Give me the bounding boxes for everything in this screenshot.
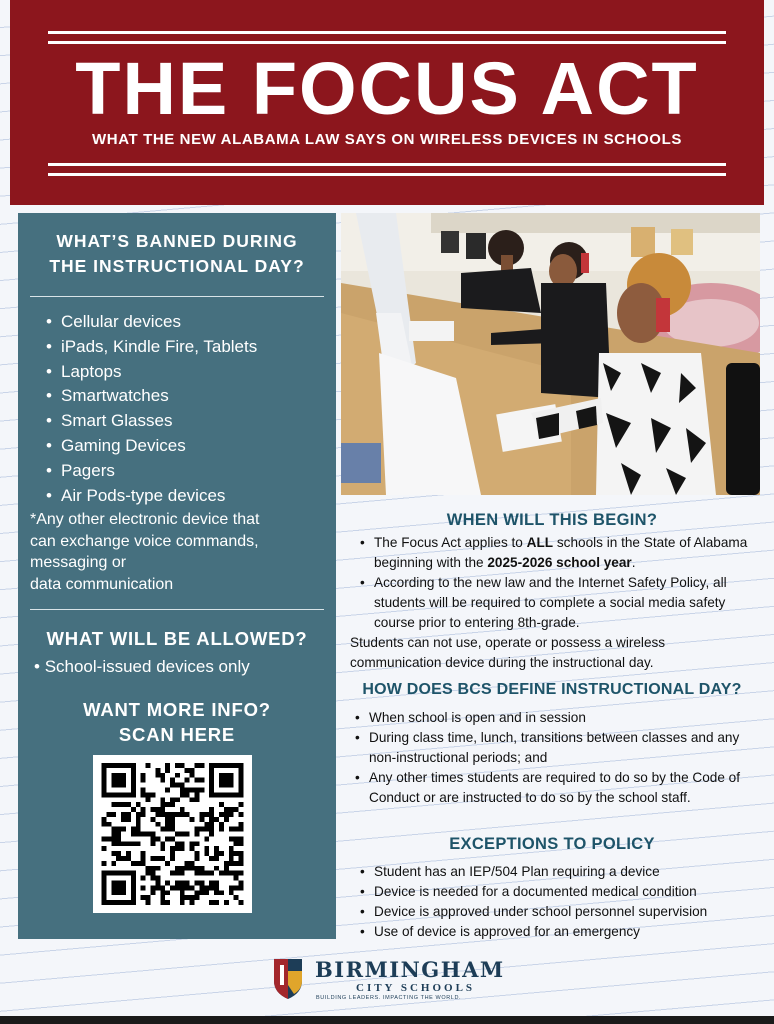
- other-devices-note: *Any other electronic device that can exchange voice commands, messaging or data communication: [30, 511, 260, 593]
- logo-tagline: BUILDING LEADERS. IMPACTING THE WORLD.: [316, 995, 462, 1001]
- begin-heading: WHEN WILL THIS BEGIN?: [446, 511, 658, 529]
- banned-list: [46, 310, 257, 508]
- instructional-day-heading: HOW DOES BCS DEFINE INSTRUCTIONAL DAY?: [362, 681, 742, 698]
- exceptions-list: [357, 862, 762, 942]
- page-title: THE FOCUS ACT: [75, 47, 699, 130]
- qr-code[interactable]: [93, 755, 252, 913]
- shield-icon: [270, 955, 306, 1001]
- bottom-bar: [0, 1016, 774, 1024]
- birmingham-city-schools-logo: [270, 955, 510, 1005]
- banner-rule: [48, 173, 726, 176]
- logo-subtitle: CITY SCHOOLS: [356, 982, 476, 994]
- exceptions-heading: EXCEPTIONS TO POLICY: [449, 835, 655, 853]
- list-item: • Device is approved under school personnel supervision: [357, 902, 762, 922]
- list-item: • Smartwatches: [46, 384, 257, 409]
- list-item: • According to the new law and the Internet Safety Policy, all students will be required to complete a social media safety course prior to entering 8th-grade.: [357, 573, 762, 633]
- list-item: • Any other times students are required to do so by the Code of Conduct or are instructed to do so by the school staff.: [352, 768, 762, 808]
- banner-rule: [48, 31, 726, 34]
- panel-divider: [30, 296, 324, 297]
- list-item: • The Focus Act applies to ALL schools in the State of Alabama beginning with the 2025-2026 school year.: [357, 533, 762, 573]
- instructional-day-list: [352, 708, 762, 808]
- banned-heading: WHAT’S BANNED DURING THE INSTRUCTIONAL DAY?: [49, 231, 305, 276]
- list-item: • iPads, Kindle Fire, Tablets: [46, 335, 257, 360]
- left-panel: [18, 213, 336, 939]
- allowed-item: • School-issued devices only: [34, 657, 250, 676]
- list-item: • Cellular devices: [46, 310, 257, 335]
- logo-name: BIRMINGHAM: [315, 957, 505, 982]
- allowed-heading: WHAT WILL BE ALLOWED?: [46, 628, 308, 649]
- list-item: • Gaming Devices: [46, 434, 257, 459]
- list-item: • Device is needed for a documented medical condition: [357, 882, 762, 902]
- list-item: • Air Pods-type devices: [46, 484, 257, 509]
- list-item: • Student has an IEP/504 Plan requiring a device: [357, 862, 762, 882]
- list-item: • Pagers: [46, 459, 257, 484]
- begin-list: [357, 533, 762, 633]
- info-heading: WANT MORE INFO? SCAN HERE: [83, 699, 271, 745]
- list-item: • Laptops: [46, 360, 257, 385]
- list-item: • During class time, lunch, transitions between classes and any non-instructional periods; and: [352, 728, 762, 768]
- banner-rule: [48, 163, 726, 166]
- panel-divider: [30, 609, 324, 610]
- list-item: • Smart Glasses: [46, 409, 257, 434]
- title-banner: [10, 0, 764, 205]
- page-subtitle: WHAT THE NEW ALABAMA LAW SAYS ON WIRELESS DEVICES IN SCHOOLS: [92, 131, 682, 148]
- list-item: • When school is open and in session: [352, 708, 762, 728]
- list-item: • Use of device is approved for an emergency: [357, 922, 762, 942]
- banner-rule: [48, 41, 726, 44]
- usage-statement: Students can not use, operate or possess a wireless communication device during the instructional day.: [350, 635, 666, 670]
- classroom-photo: [341, 213, 760, 495]
- students-at-computers-image: [341, 213, 760, 495]
- qr-code-graphic: [101, 763, 244, 905]
